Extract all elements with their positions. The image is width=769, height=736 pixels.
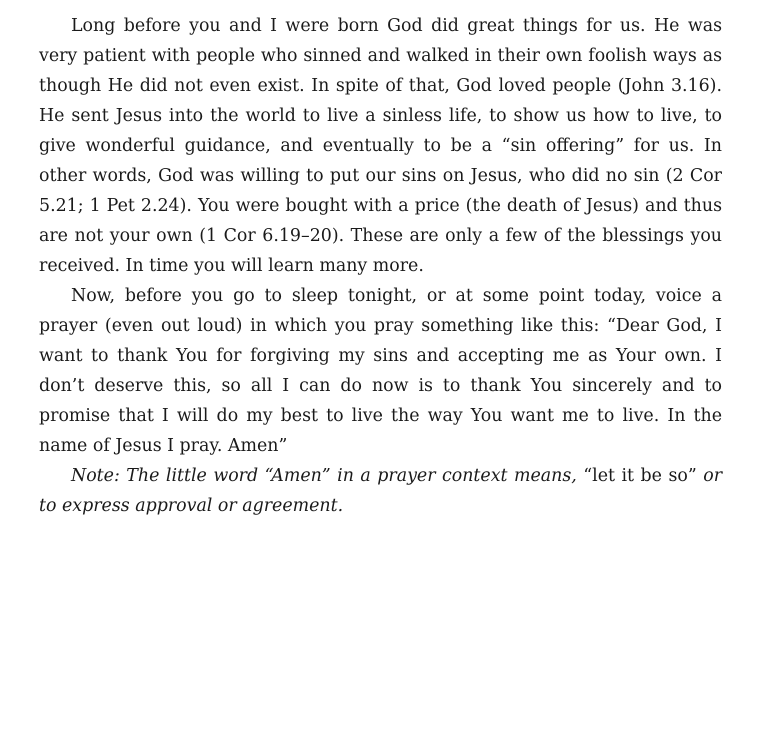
paragraph-blessings: Long before you and I were born God did great things for us. He was very patient with people who sinned and walked in their own foolish ways as though He did not even exist. In spite of that, God loved people (John 3.16). He sent Jesus into the world to live a sinless life, to show us how to live, to give wonderful guidance, and eventually to be a “sin offering” for us. In other words, God was willing to put our sins on Jesus, who did no sin (2 Cor 5.21; 1 Pet 2.24). You were bought with a price (the death of Jesus) and thus are not your own (1 Cor 6.19–20). These are only a few of the blessings you received. In time you will learn many more. [39, 16, 722, 276]
paragraph-prayer: Now, before you go to sleep tonight, or at some point today, voice a prayer (even out loud) in which you pray something like this: “Dear God, I want to thank You for forgiving my sins and accepting me as Your own. I don’t deserve this, so all I can do now is to thank You sincerely and to promise that I will do my best to live the way You want me to live. In the name of Jesus I pray. Amen” [39, 286, 722, 456]
paragraph-note [39, 461, 722, 521]
note-outro: or to express approval or agreement. [39, 466, 723, 516]
document-page [39, 11, 722, 521]
note-intro: Note: The little word “Amen” in a prayer context means, [71, 466, 584, 486]
note-quote: “let it be so” [583, 466, 697, 486]
